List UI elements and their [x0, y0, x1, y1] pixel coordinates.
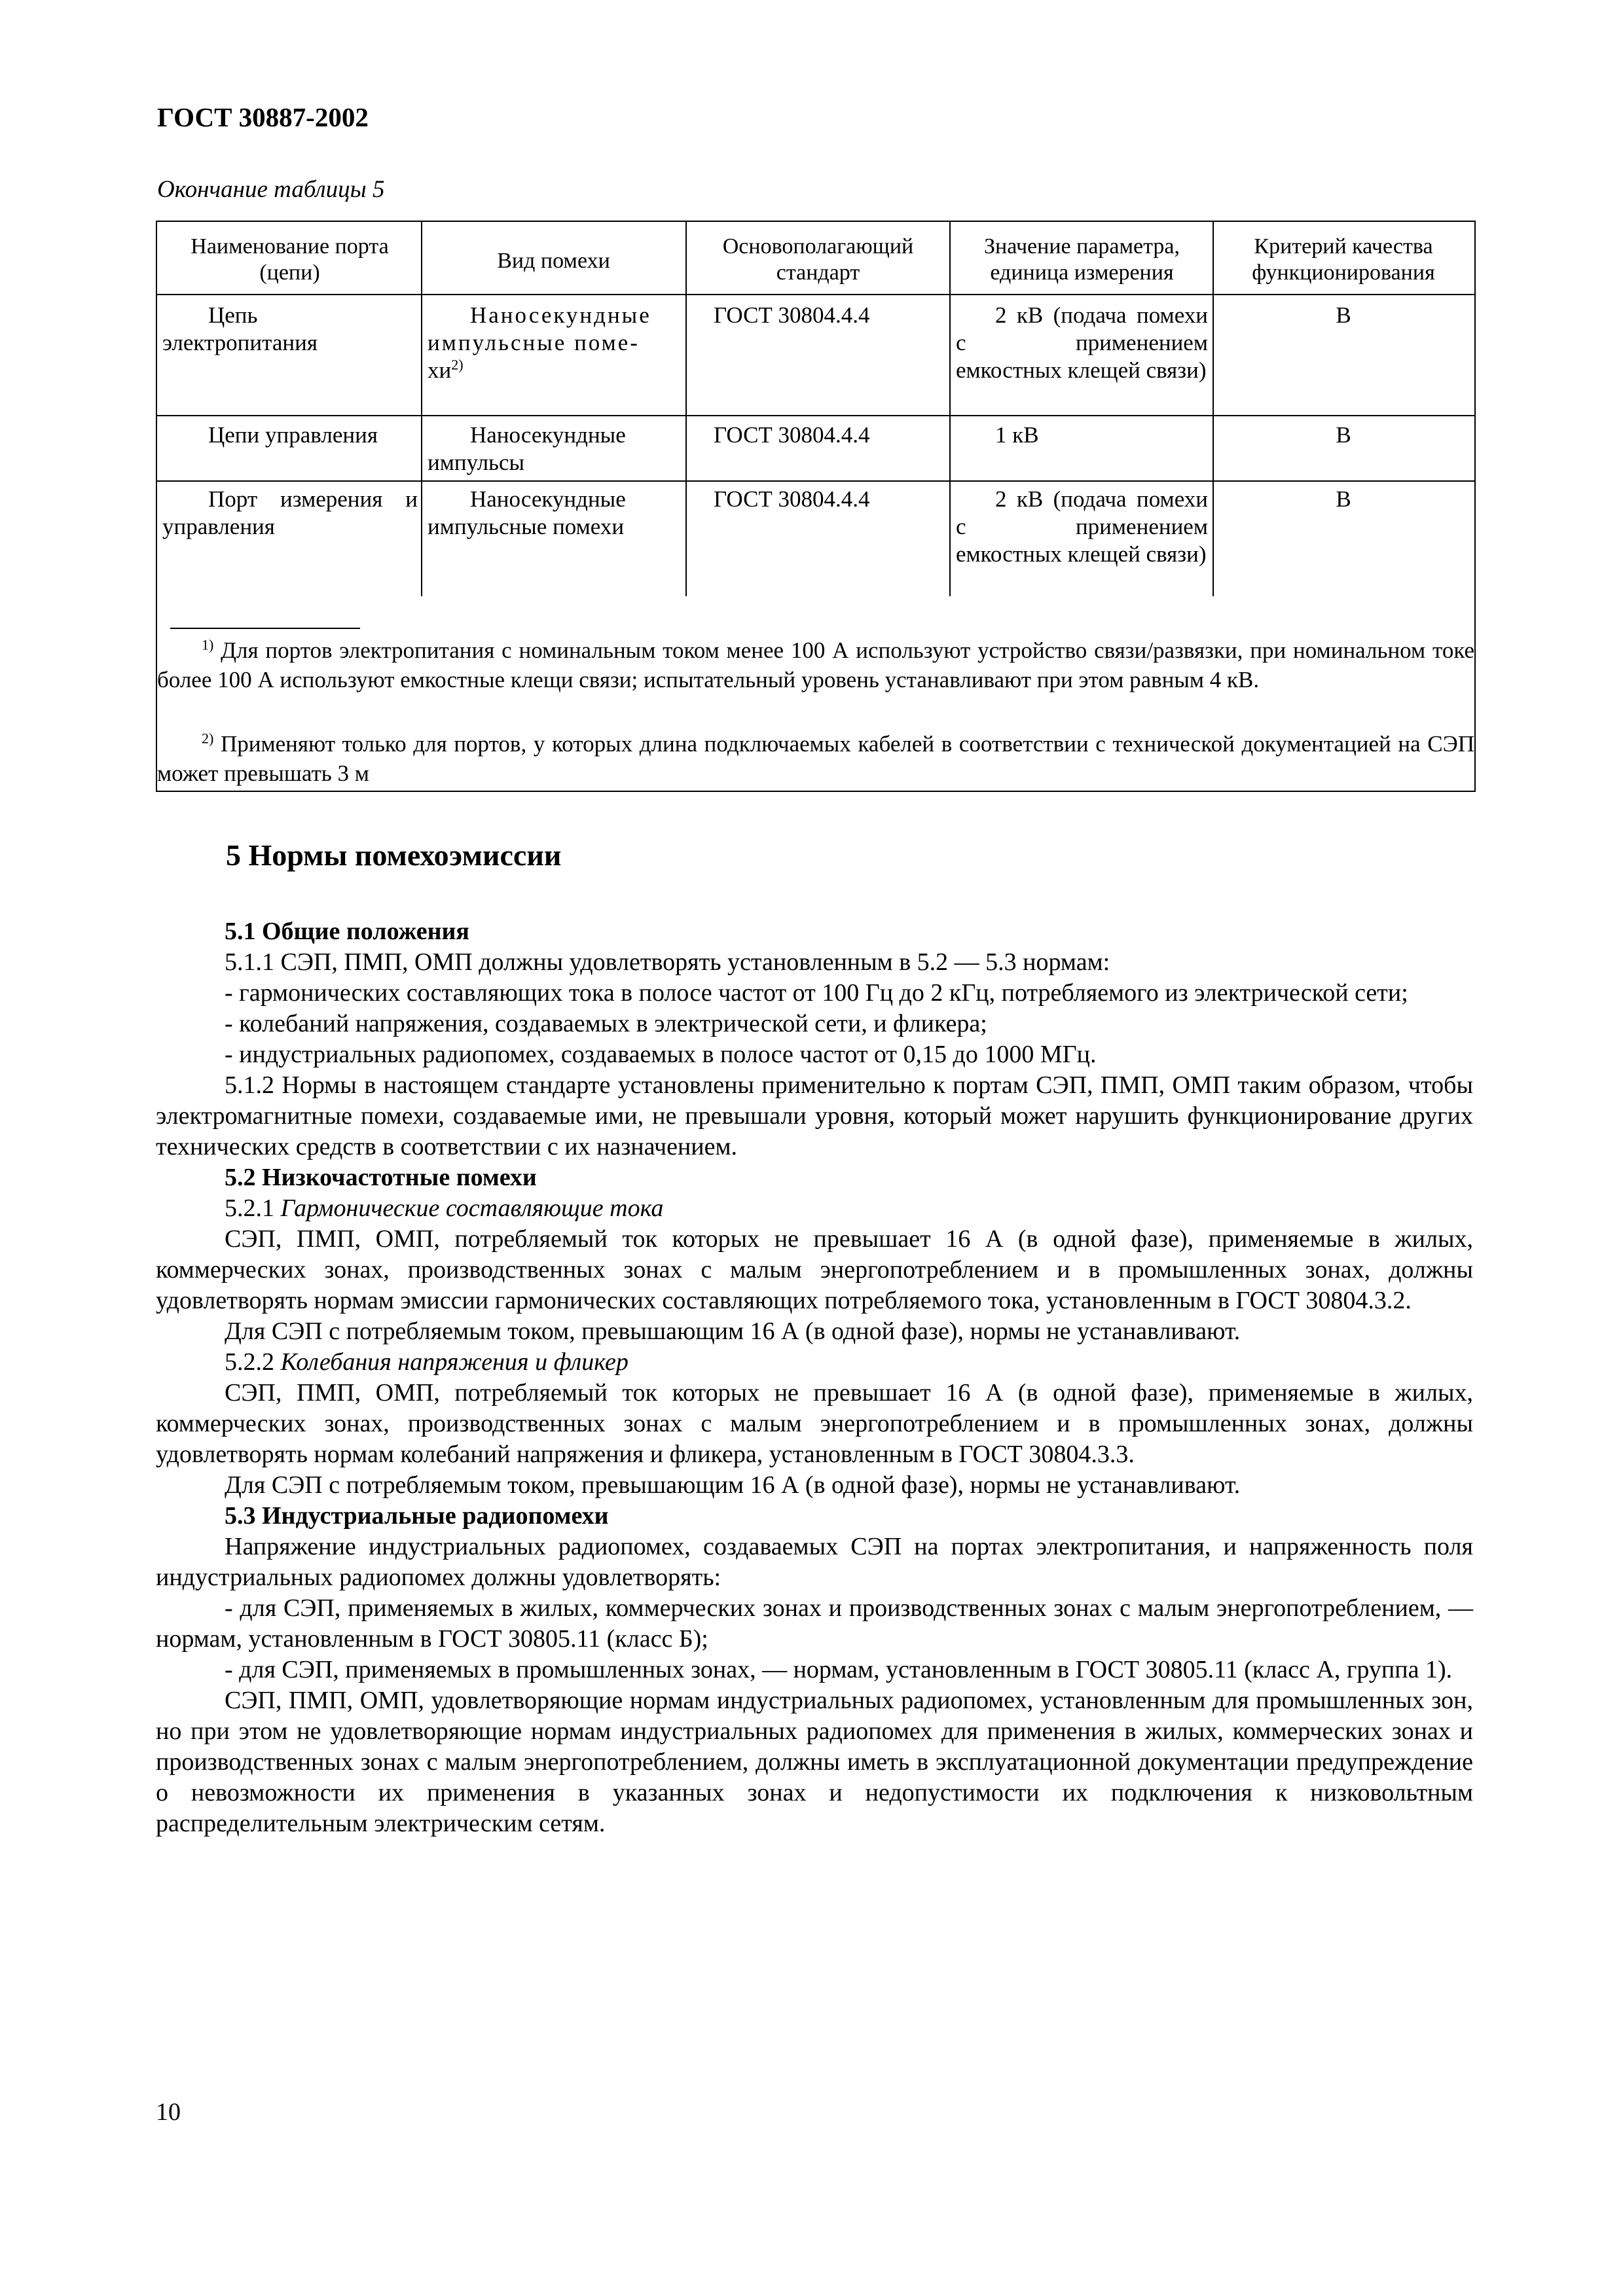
clause-heading — [156, 1193, 1473, 1224]
table-cell-standard: ГОСТ 30804.4.4 — [714, 302, 870, 328]
section-title: 5 Нормы помехоэмиссии — [226, 838, 562, 872]
document-code: ГОСТ 30887-2002 — [157, 102, 369, 132]
paragraph: 5.1.1 СЭП, ПМП, ОМП должны удовлетворять установленным в 5.2 — 5.3 нормам: — [225, 948, 1110, 976]
table-column-divider — [1213, 222, 1214, 596]
subsection-title: 5.1 Общие положения — [225, 918, 469, 945]
type-line-end: хи — [428, 357, 452, 383]
clause-number: 5.2.2 — [225, 1348, 274, 1376]
table-row-divider — [157, 294, 1474, 295]
list-item: - индустриальных радиопомех, создаваемых в полосе частот от 0,15 до 1000 МГц. — [225, 1041, 1097, 1068]
table-cell-criterion: В — [1336, 302, 1351, 328]
list-item: - гармонических составляющих тока в полосе частот от 100 Гц до 2 кГц, потребляемого из электрической сети; — [225, 979, 1408, 1007]
table-header-criterion: Критерий качества функционирования — [1252, 234, 1435, 285]
clause-number: 5.2.1 — [225, 1194, 274, 1222]
table-header-port: Наименование порта (цепи) — [191, 234, 389, 285]
footnote-separator — [170, 628, 360, 629]
table-cell-criterion: В — [1336, 486, 1351, 512]
table-cell-standard: ГОСТ 30804.4.4 — [714, 486, 870, 512]
table-cell-port: Цепь электропитания — [162, 302, 318, 355]
table-cell-value: 2 кВ (подача помехи с применением емкостных клещей связи) — [956, 302, 1208, 383]
paragraph: Для СЭП с потребляемым током, превышающим 16 А (в одной фазе), нормы не устанавливают. — [225, 1318, 1241, 1345]
table-header-standard: Основополагающий стандарт — [722, 234, 914, 285]
table-footnote-2 — [157, 729, 1474, 788]
table-cell-type: Наносекундные импульсные помехи — [428, 486, 626, 539]
paragraph: СЭП, ПМП, ОМП, потребляемый ток которых не превышает 16 А (в одной фазе), применяемые в жилых, коммерческих зонах, производственных зонах с малым энергопотреблением и в промышленных зонах, должны удовлетворять нормам эмиссии гармонических составляющих потребляемого тока, установленным в ГОСТ 30804.3.2. — [156, 1225, 1473, 1314]
section-body — [156, 916, 1473, 1839]
table-header-interference-type: Вид помехи — [497, 249, 610, 273]
list-item: - для СЭП, применяемых в промышленных зонах, — нормам, установленным в ГОСТ 30805.11 (класс А, группа 1). — [225, 1656, 1453, 1683]
clause-title: Колебания напряжения и фликер — [280, 1348, 629, 1376]
clause-title: Гармонические составляющие тока — [280, 1194, 664, 1222]
list-item: - для СЭП, применяемых в жилых, коммерческих зонах и производственных зонах с малым энергопотреблением, — нормам, установленным в ГОСТ 30805.11 (класс Б); — [156, 1594, 1473, 1653]
table-cell-value: 1 кВ — [995, 422, 1039, 448]
table-column-divider — [421, 222, 422, 596]
table-row-divider — [157, 415, 1474, 416]
table-cell-criterion: В — [1336, 422, 1351, 448]
table-cell-port: Цепи управления — [208, 422, 378, 448]
table-row-divider — [157, 480, 1474, 482]
footnote-text: Для портов электропитания с номинальным током менее 100 А используют устройство связи/развязки, при номинальном токе более 100 А используют емкостные клещи связи; испытательный уровень устанавливают при этом равным 4 кВ. — [157, 637, 1474, 692]
table-caption: Окончание таблицы 5 — [157, 176, 385, 203]
type-line: Наносекундные импульсные поме- — [428, 302, 651, 355]
clause-heading — [156, 1347, 1473, 1378]
table-cell-value: 2 кВ (подача помехи с применением емкостных клещей связи) — [956, 486, 1208, 567]
page-number: 10 — [156, 2098, 181, 2126]
table-column-divider — [685, 222, 687, 596]
table-cell-port: Порт измерения и управления — [162, 486, 418, 539]
table-column-divider — [949, 222, 951, 596]
paragraph: 5.1.2 Нормы в настоящем стандарте установлены применительно к портам СЭП, ПМП, ОМП таким образом, чтобы электромагнитные помехи, создаваемые ими, не превышали уровня, который может нарушить функционирование других технических средств в соответствии с их назначением. — [156, 1071, 1473, 1160]
paragraph: Для СЭП с потребляемым током, превышающим 16 А (в одной фазе), нормы не устанавливают. — [225, 1471, 1241, 1499]
paragraph: Напряжение индустриальных радиопомех, создаваемых СЭП на портах электропитания, и напряженность поля индустриальных радиопомех должны удовлетворять: — [156, 1533, 1473, 1591]
table-cell-type: Наносекундные импульсы — [428, 422, 626, 475]
footnote-mark: 2) — [202, 730, 214, 747]
subsection-title: 5.3 Индустриальные радиопомехи — [225, 1502, 609, 1530]
table-header-value: Значение параметра, единица измерения — [984, 234, 1180, 285]
subsection-title: 5.2 Низкочастотные помехи — [225, 1164, 537, 1191]
footnote-text: Применяют только для портов, у которых длина подключаемых кабелей в соответствии с технической документацией на СЭП может превышать 3 м — [157, 731, 1474, 786]
footnote-ref: 2) — [451, 356, 464, 373]
footnote-mark: 1) — [202, 636, 214, 653]
paragraph: СЭП, ПМП, ОМП, потребляемый ток которых не превышает 16 А (в одной фазе), применяемые в жилых, коммерческих зонах, производственных зонах с малым энергопотреблением и в промышленных зонах, должны удовлетворять нормам колебаний напряжения и фликера, установленным в ГОСТ 30804.3.3. — [156, 1379, 1473, 1468]
table-footnote-1 — [157, 636, 1474, 694]
table-cell-standard: ГОСТ 30804.4.4 — [714, 422, 870, 448]
table-5 — [156, 221, 1476, 792]
list-item: - колебаний напряжения, создаваемых в электрической сети, и фликера; — [225, 1010, 987, 1037]
paragraph: СЭП, ПМП, ОМП, удовлетворяющие нормам индустриальных радиопомех, установленным для промышленных зон, но при этом не удовлетворяющие нормам индустриальных радиопомех для применения в жилых, коммерческих зонах и производственных зонах с малым энергопотреблением, должны иметь в эксплуатационной документации предупреждение о невозможности их применения в указанных зонах и недопустимости их подключения к низковольтным распределительным электрическим сетям. — [156, 1687, 1473, 1837]
table-cell-type — [428, 302, 680, 384]
